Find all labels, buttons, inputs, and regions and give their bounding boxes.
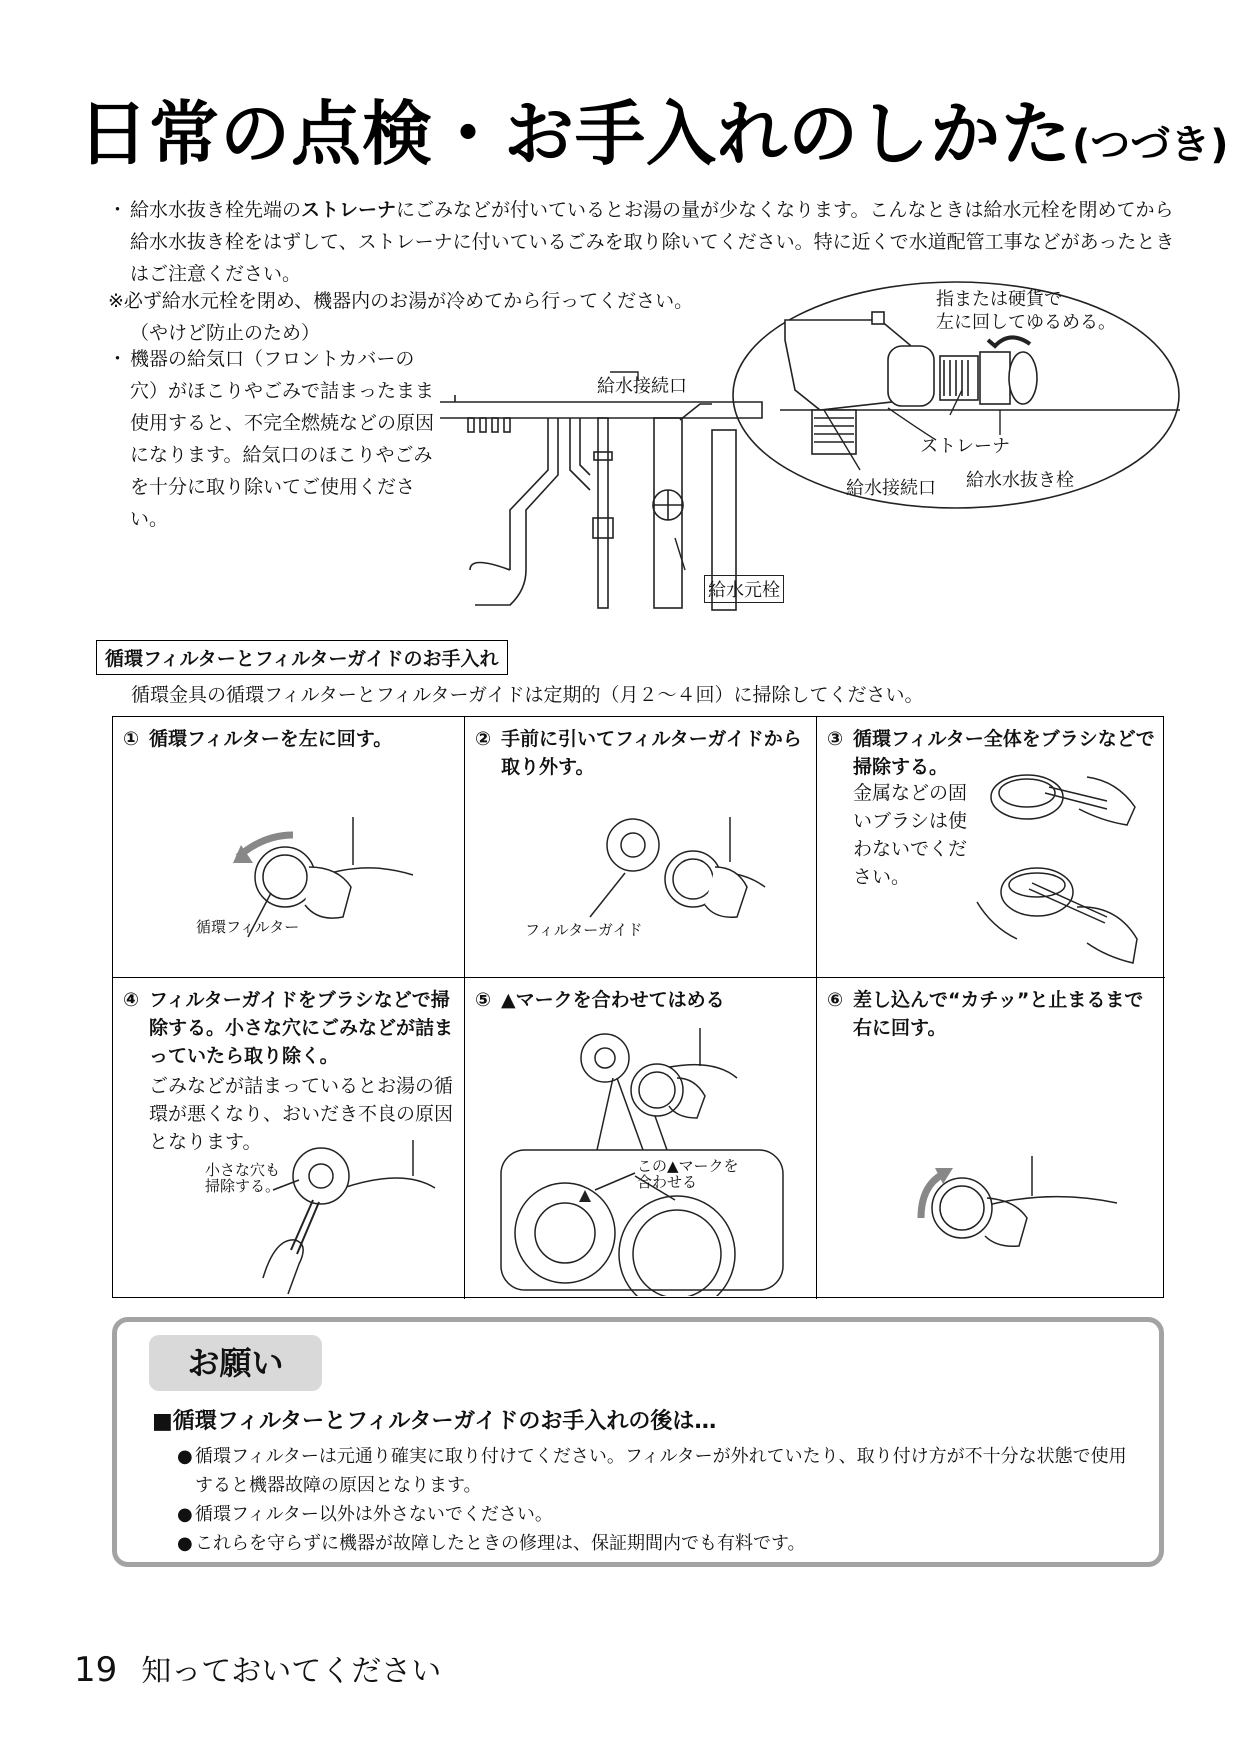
- intro-bullet-strainer: ・ 給水水抜き栓先端のストレーナにごみなどが付いているとお湯の量が少なくなります。こんなときは給水元栓を閉めてから給水水抜き栓をはずして、ストレーナに付いているごみを取り除いてください。特に近くで水道配管工事などがあったときはご注意ください。: [108, 194, 1178, 290]
- section-description: 循環金具の循環フィルターとフィルターガイドは定期的（月２～４回）に掃除してください。: [131, 684, 924, 706]
- request-list: [177, 1442, 1137, 1558]
- intro-bullet-air-intake: ・ 機器の給気口（フロントカバーの穴）がほこりやごみで詰まったまま使用すると、不完全燃焼などの原因になります。給気口のほこりやごみを十分に取り除いてご使用ください。: [108, 343, 438, 535]
- request-badge: お願い: [149, 1335, 322, 1391]
- brush-cleaning-illustration: [817, 717, 1163, 975]
- label-supply-valve: 給水元栓: [704, 575, 784, 603]
- step-title: ② 手前に引いてフィルターガイドから取り外す。: [475, 728, 802, 778]
- intro-list: [108, 194, 1178, 290]
- step-4: [113, 978, 465, 1299]
- label-inlet-top: 給水接続口: [597, 376, 687, 397]
- step-note: ごみなどが詰まっているとお湯の循環が悪くなり、おいだき不良の原因となります。: [149, 1075, 454, 1153]
- filter-turn-left-illustration: [113, 717, 463, 975]
- step-title: ④ フィルターガイドをブラシなどで掃除する。小さな穴にごみなどが詰まっていたら取り除く。: [123, 989, 454, 1067]
- step-6: [817, 978, 1165, 1299]
- request-heading: ■循環フィルターとフィルターガイドのお手入れの後は…: [152, 1409, 717, 1434]
- bullet-mark: ●: [177, 1504, 193, 1525]
- filter-turn-right-illustration: [817, 978, 1163, 1296]
- request-item: ● 循環フィルター以外は外さないでください。: [177, 1500, 1137, 1529]
- page-number: 19: [74, 1650, 118, 1690]
- align-mark-illustration: [465, 978, 815, 1296]
- label-circulation-filter: 循環フィルター: [196, 918, 300, 936]
- step-1: [113, 717, 465, 978]
- bullet-mark: ●: [177, 1533, 193, 1554]
- bullet-mark: ・: [108, 199, 128, 221]
- label-drain-plug: 給水水抜き栓: [966, 470, 1074, 491]
- page-footer: [74, 1646, 441, 1690]
- step-5: [465, 978, 817, 1299]
- page-subtitle: (つづき): [1072, 122, 1229, 168]
- strainer-term: ストレーナ: [301, 199, 397, 221]
- label-filter-guide: フィルターガイド: [525, 921, 643, 939]
- guide-brush-illustration: [113, 978, 463, 1296]
- step-3: [817, 717, 1165, 978]
- steps-grid: [112, 716, 1164, 1298]
- section-heading: 循環フィルターとフィルターガイドのお手入れ: [96, 640, 508, 675]
- footer-text: 知っておいてください: [141, 1654, 442, 1689]
- label-strainer: ストレーナ: [920, 436, 1010, 457]
- step-title: ③ 循環フィルター全体をブラシなどで掃除する。: [827, 728, 1155, 778]
- label-small-holes: 小さな穴も 掃除する。: [205, 1161, 281, 1195]
- piping-diagram: [440, 280, 1180, 624]
- label-align-mark: この▲マークを 合わせる: [637, 1157, 739, 1191]
- bullet-mark: ・: [108, 348, 128, 370]
- step-title: ① 循環フィルターを左に回す。: [123, 728, 393, 750]
- label-inlet: 給水接続口: [846, 478, 936, 499]
- request-box: [112, 1317, 1164, 1567]
- label-finger-instruction: 指または硬貨で 左に回してゆるめる。: [936, 289, 1116, 333]
- request-item: ● これらを守らずに機器が故障したときの修理は、保証期間内でも有料です。: [177, 1529, 1137, 1558]
- step-title: ⑥ 差し込んで“カチッ”と止まるまで右に回す。: [827, 989, 1144, 1039]
- step-title: ⑤ ▲マークを合わせてはめる: [475, 989, 725, 1011]
- caution-note: ※必ず給水元栓を閉め、機器内のお湯が冷めてから行ってください。 （やけど防止のため）: [108, 290, 694, 344]
- request-item: ● 循環フィルターは元通り確実に取り付けてください。フィルターが外れていたり、取り付け方が不十分な状態で使用すると機器故障の原因となります。: [177, 1442, 1137, 1500]
- step-2: [465, 717, 817, 978]
- step-note: 金属などの固いブラシは使わないでください。: [853, 782, 968, 888]
- page-title: 日常の点検・お手入れのしかた(つづき): [78, 93, 1229, 175]
- bullet-mark: ●: [177, 1446, 193, 1467]
